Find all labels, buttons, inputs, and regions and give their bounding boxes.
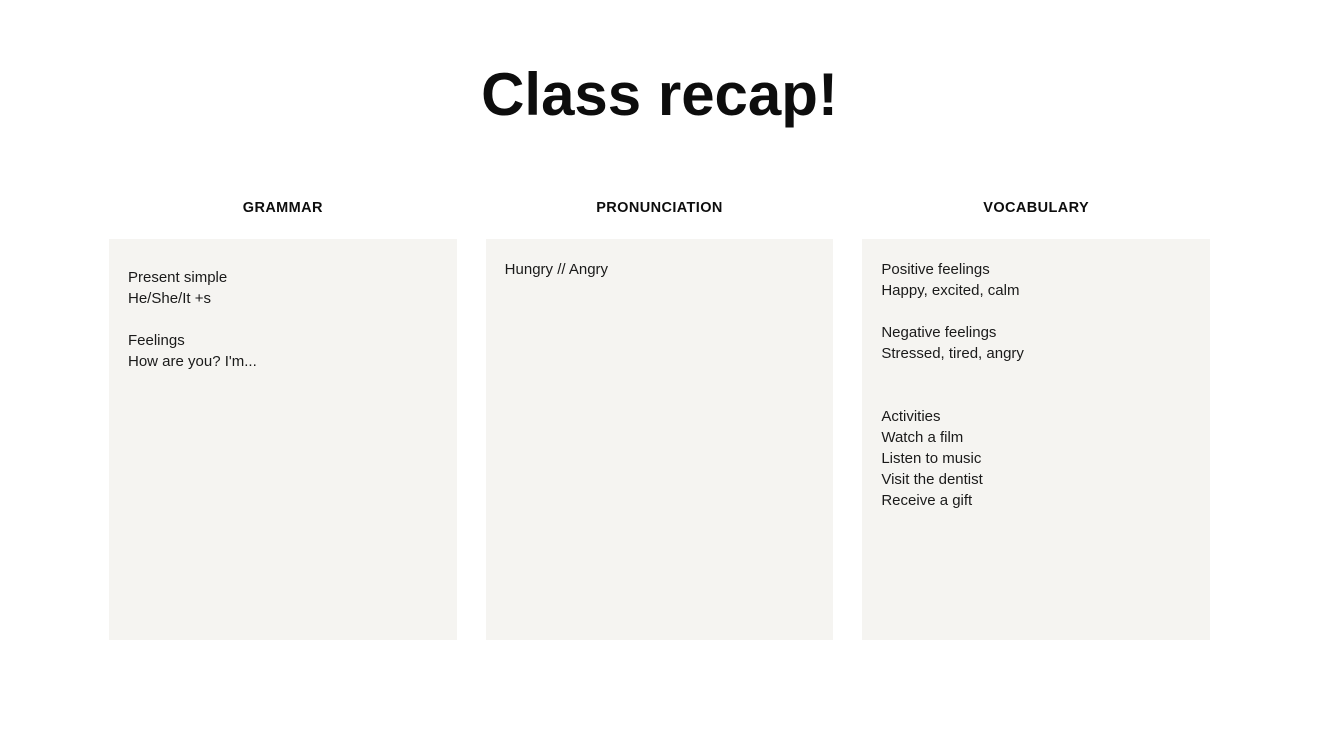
- column-grammar: [109, 200, 457, 640]
- columns-row: [109, 200, 1210, 640]
- card-grammar: [109, 239, 457, 640]
- column-header-grammar: GRAMMAR: [242, 200, 323, 216]
- slide-title: Class recap!: [481, 61, 838, 128]
- card-vocabulary: [862, 239, 1210, 640]
- column-vocabulary: [862, 200, 1210, 640]
- card-text-line: [881, 364, 1192, 385]
- column-header-pronunciation: PRONUNCIATION: [596, 200, 723, 216]
- card-text-line: Receive a gift: [881, 492, 973, 509]
- card-text-line: [881, 301, 1192, 322]
- card-text-line: Watch a film: [881, 429, 964, 446]
- card-text-line: Visit the dentist: [881, 471, 983, 488]
- card-text-line: Present simple: [128, 269, 228, 286]
- card-text-line: Hungry // Angry: [504, 261, 609, 278]
- card-text-line: Happy, excited, calm: [881, 282, 1020, 299]
- card-text-line: Negative feelings: [881, 324, 997, 341]
- column-pronunciation: [486, 200, 834, 640]
- card-text-line: Feelings: [128, 332, 185, 349]
- card-text-line: Stressed, tired, angry: [881, 345, 1024, 362]
- card-pronunciation: [486, 239, 834, 640]
- card-text-line: [881, 385, 1192, 406]
- card-text-line: Positive feelings: [881, 261, 990, 278]
- card-text-line: How are you? I'm...: [128, 353, 257, 370]
- card-text-line: He/She/It +s: [128, 290, 211, 307]
- card-text-line: [128, 309, 439, 330]
- card-text-line: Listen to music: [881, 450, 982, 467]
- card-text-line: Activities: [881, 408, 941, 425]
- column-header-vocabulary: VOCABULARY: [983, 200, 1090, 216]
